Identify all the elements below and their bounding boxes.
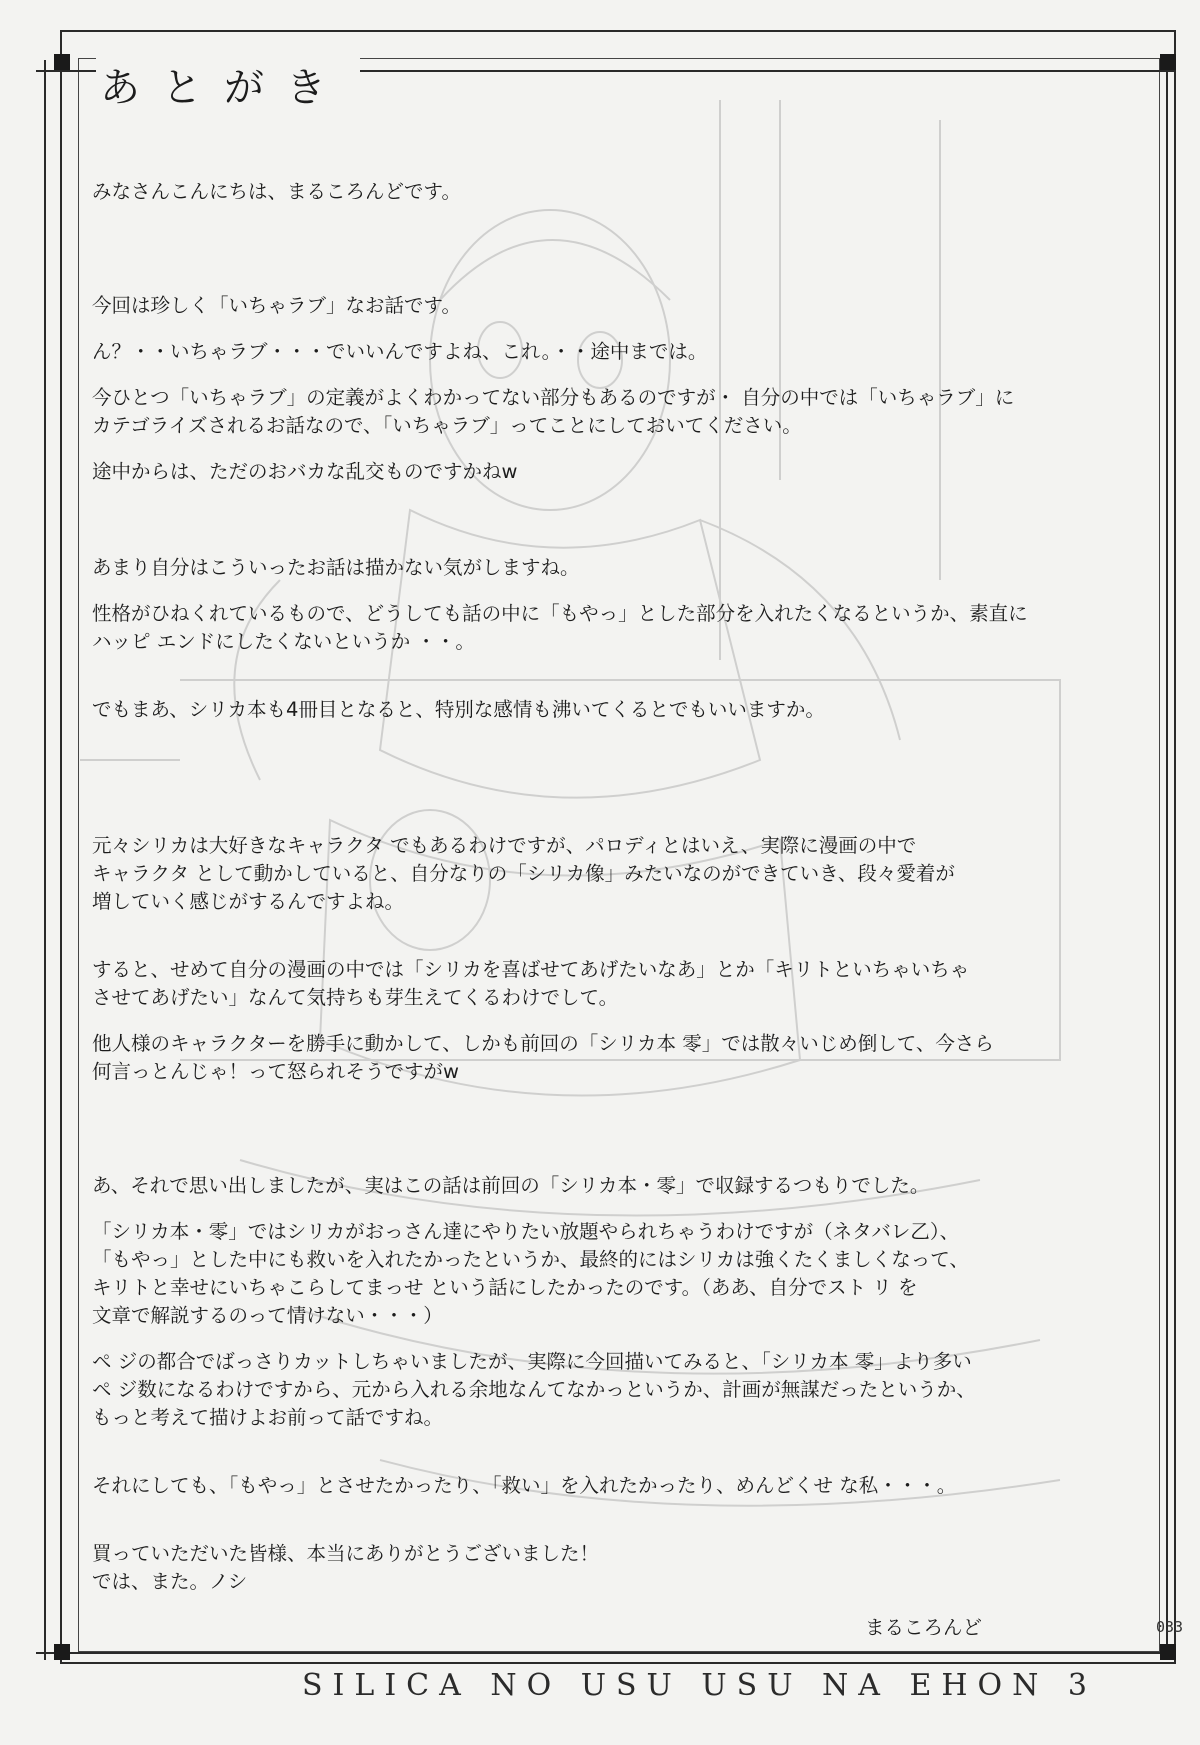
text-line: では、また。ノシ: [92, 1570, 248, 1593]
page-title: あとがき: [96, 56, 360, 113]
text-line: 元々シリカは大好きなキャラクタ でもあるわけですが、パロディとはいえ、実際に漫画の中で: [92, 834, 917, 857]
afterword-body: [92, 178, 1142, 1596]
frame-corner-top-left: [54, 54, 70, 70]
text-line: ん？・・いちゃラブ・・・でいいんですよね、これ。・・途中までは。: [92, 340, 708, 363]
text-line: させてあげたい」なんて気持ちも芽生えてくるわけでして。: [92, 986, 619, 1009]
text-line: 増していく感じがするんですよね。: [92, 890, 405, 913]
text-line: 買っていただいた皆様、本当にありがとうございました！: [92, 1542, 600, 1565]
text-line: キリトと幸せにいちゃこらしてまっせ という話にしたかったのです。（ああ、自分でスト リ を: [92, 1276, 918, 1299]
text-line: ペ ジの都合でばっさりカットしちゃいましたが、実際に今回描いてみると、「シリカ本 零」より多い: [92, 1350, 972, 1373]
frame-corner-top-right: [1160, 54, 1176, 70]
text-line: 何言っとんじゃ！って怒られそうですがw: [92, 1060, 459, 1083]
text-line: あ、それで思い出しましたが、実はこの話は前回の「シリカ本・零」で収録するつもりでした。: [92, 1174, 930, 1197]
text-line: あまり自分はこういったお話は描かない気がしますね。: [92, 556, 580, 579]
text-line: もっと考えて描けよお前って話ですね。: [92, 1406, 444, 1429]
text-line: ペ ジ数になるわけですから、元から入れる余地なんてなかっというか、計画が無謀だったというか、: [92, 1378, 976, 1401]
frame-bottom-rule: [36, 1652, 1176, 1654]
text-line: 性格がひねくれているもので、どうしても話の中に「もやっ」とした部分を入れたくなるというか、素直に: [92, 602, 1028, 625]
text-line: キャラクタ として動かしていると、自分なりの「シリカ像」みたいなのができていき、段々愛着が: [92, 862, 955, 885]
frame-right-rule: [1166, 60, 1168, 1660]
author-signature: まるころんど: [865, 1616, 983, 1639]
text-line: 今回は珍しく「いちゃラブ」なお話です。: [92, 294, 461, 317]
page-number: 033: [1156, 1618, 1184, 1636]
text-line: みなさんこんにちは、まるころんどです。: [92, 180, 461, 203]
frame-corner-bottom-left: [54, 1644, 70, 1660]
text-line: 「もやっ」とした中にも救いを入れたかったというか、最終的にはシリカは強くたくましくなって、: [92, 1248, 969, 1271]
text-line: すると、せめて自分の漫画の中では「シリカを喜ばせてあげたいなあ」とか「キリトといちゃいちゃ: [92, 958, 970, 981]
footer-book-title: SILICA NO USU USU NA EHON 3: [290, 1668, 1109, 1703]
text-line: 今ひとつ「いちゃラブ」の定義がよくわかってない部分もあるのですが・ 自分の中では「いちゃラブ」に: [92, 386, 1015, 409]
frame-left-rule: [44, 60, 46, 1660]
text-line: 他人様のキャラクターを勝手に動かして、しかも前回の「シリカ本 零」では散々いじめ倒して、今さら: [92, 1032, 994, 1055]
text-line: ハッピ エンドにしたくないというか ・・。: [92, 630, 475, 653]
text-line: カテゴライズされるお話なので、「いちゃラブ」ってことにしておいてください。: [92, 414, 802, 437]
text-line: でもまあ、シリカ本も4冊目となると、特別な感情も沸いてくるとでもいいますか。: [92, 698, 825, 721]
text-line: それにしても、「もやっ」とさせたかったり、「救い」を入れたかったり、めんどくせ な私・・・。: [92, 1474, 957, 1497]
text-line: 「シリカ本・零」ではシリカがおっさん達にやりたい放題やられちゃうわけですが（ネタバレ乙）、: [92, 1220, 960, 1243]
frame-corner-bottom-right: [1160, 1644, 1176, 1660]
text-line: 文章で解説するのって情けない・・・）: [92, 1304, 443, 1327]
text-line: 途中からは、ただのおバカな乱交ものですかねw: [92, 460, 518, 483]
